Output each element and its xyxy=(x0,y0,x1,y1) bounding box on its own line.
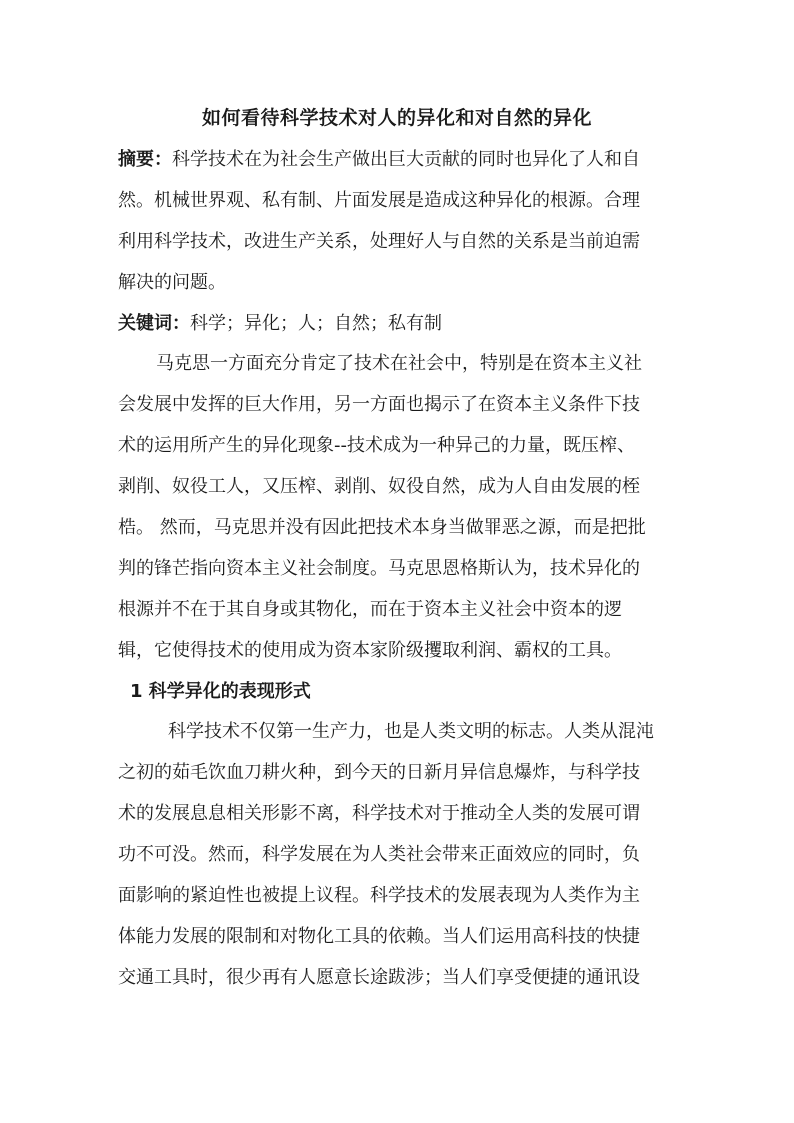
abstract-text: 科学技术在为社会生产做出巨大贡献的同时也异化了人和自 xyxy=(172,149,640,170)
paragraph-line: 梏。 然而，马克思并没有因此把技术本身当做罪恶之源，而是把批 xyxy=(118,517,646,539)
paragraph-line: 术的发展息息相关形影不离，科学技术对于推动全人类的发展可谓 xyxy=(118,803,640,825)
paragraph-line: 剥削、奴役工人，又压榨、剥削、奴役自然，成为人自由发展的桎 xyxy=(118,476,640,498)
document-body xyxy=(118,140,688,999)
paragraph-line: 之初的茹毛饮血刀耕火种，到今天的日新月异信息爆炸，与科学技 xyxy=(118,762,640,784)
paragraph-line: 功不可没。然而，科学发展在为人类社会带来正面效应的同时，负 xyxy=(118,844,640,866)
paragraph-line: 术的运用所产生的异化现象--技术成为一种异己的力量，既压榨、 xyxy=(118,435,635,457)
paragraph-line: 科学技术不仅第一生产力，也是人类文明的标志。人类从混沌 xyxy=(168,721,654,743)
abstract-line: 解决的问题。 xyxy=(118,271,226,293)
paragraph-line: 马克思一方面充分肯定了技术在社会中，特别是在资本主义社 xyxy=(156,353,642,375)
keywords-label: 关键词： xyxy=(118,312,190,334)
abstract-line xyxy=(118,140,688,181)
abstract-label: 摘要： xyxy=(118,149,172,170)
paragraph-line: 交通工具时，很少再有人愿意长途跋涉；当人们享受便捷的通讯设 xyxy=(118,966,640,988)
section-heading: 1 科学异化的表现形式 xyxy=(130,680,311,702)
paragraph-line: 辑，它使得技术的使用成为资本家阶级攫取利润、霸权的工具。 xyxy=(118,639,622,661)
document-title: 如何看待科学技术对人的异化和对自然的异化 xyxy=(201,107,592,129)
paragraph-line: 面影响的紧迫性也被提上议程。科学技术的发展表现为人类作为主 xyxy=(118,885,640,907)
paragraph-line: 判的锋芒指向资本主义社会制度。马克思恩格斯认为，技术异化的 xyxy=(118,557,640,579)
paragraph-line: 会发展中发挥的巨大作用，另一方面也揭示了在资本主义条件下技 xyxy=(118,394,640,416)
abstract-line: 利用科学技术，改进生产关系，处理好人与自然的关系是当前迫需 xyxy=(118,230,640,252)
keywords-line xyxy=(118,304,688,345)
paragraph-line: 根源并不在于其自身或其物化，而在于资本主义社会中资本的逻 xyxy=(118,598,622,620)
paragraph-line: 体能力发展的限制和对物化工具的依赖。当人们运用高科技的快捷 xyxy=(118,925,640,947)
keywords-text: 科学；异化；人；自然；私有制 xyxy=(190,312,442,334)
abstract-line: 然。机械世界观、私有制、片面发展是造成这种异化的根源。合理 xyxy=(118,189,640,211)
